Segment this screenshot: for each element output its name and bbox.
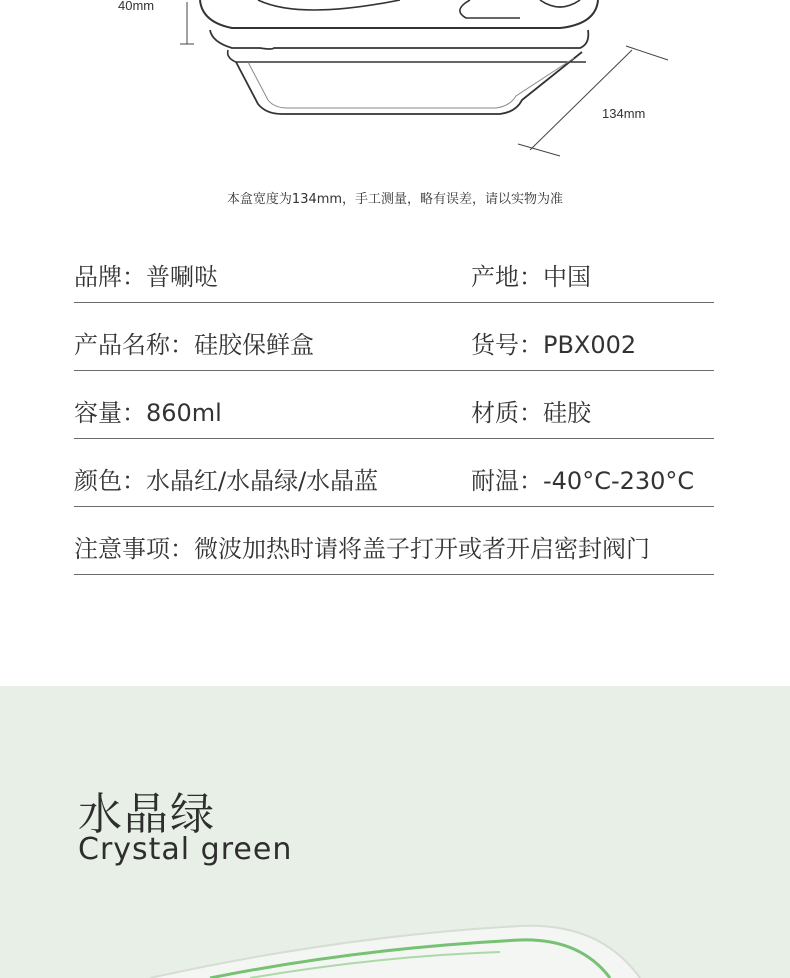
- spec-temperature: 耐温：-40°C-230°C: [471, 467, 695, 495]
- color-title-english: Crystal green: [78, 832, 293, 867]
- spec-material: 材质：硅胶: [471, 399, 591, 427]
- spec-item-number: 货号：PBX002: [471, 331, 637, 359]
- spec-colors: 颜色：水晶红/水晶绿/水晶蓝: [74, 467, 379, 495]
- spec-capacity: 容量：860ml: [74, 399, 222, 427]
- height-dimension-label: 40mm: [118, 0, 155, 13]
- spec-notice: 注意事项：微波加热时请将盖子打开或者开启密封阀门: [74, 535, 650, 563]
- spec-row: [74, 313, 714, 371]
- spec-product-name: 产品名称：硅胶保鲜盒: [74, 331, 314, 359]
- spec-row: [74, 517, 714, 575]
- spec-origin: 产地：中国: [471, 263, 591, 291]
- measurement-caption: 本盒宽度为134mm，手工测量，略有误差，请以实物为准: [226, 192, 564, 207]
- box-dimension-diagram: [0, 0, 790, 180]
- color-variant-section: [0, 686, 790, 978]
- color-title-chinese: 水晶绿: [78, 789, 216, 840]
- width-dimension-label: 134mm: [602, 106, 646, 121]
- spec-brand: 品牌：普唰哒: [74, 263, 218, 291]
- spec-table: [74, 245, 714, 585]
- spec-row: [74, 245, 714, 303]
- spec-row: [74, 449, 714, 507]
- spec-row: [74, 381, 714, 439]
